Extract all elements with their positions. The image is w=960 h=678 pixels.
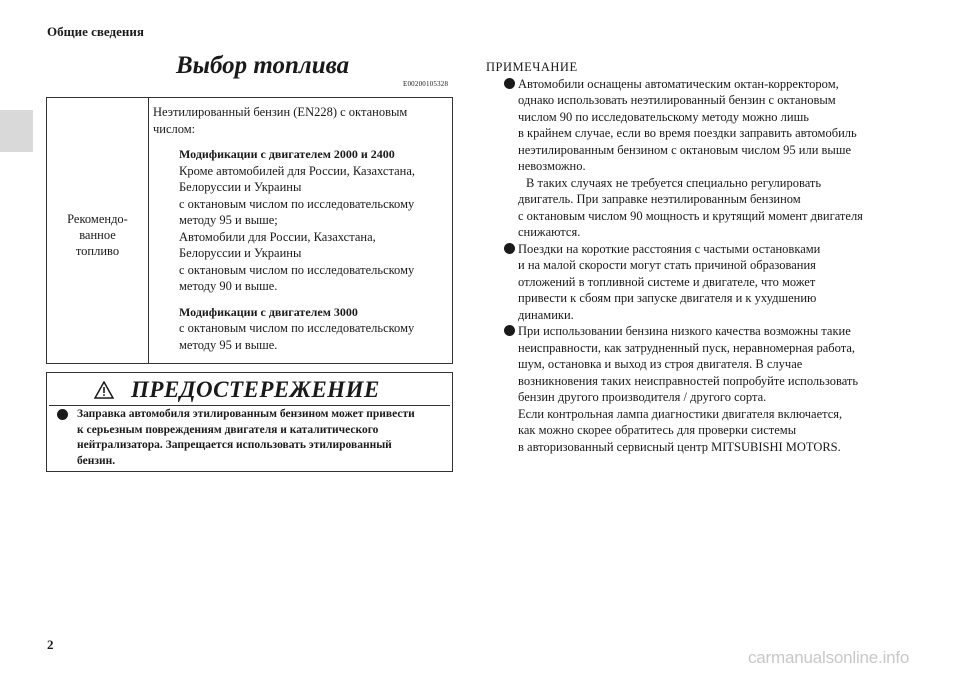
- note-line: Поездки на короткие расстояния с частыми остановками: [518, 241, 821, 256]
- note-line: двигатель. При заправке неэтилированным бензином: [518, 192, 801, 206]
- block-line: методу 90 и выше.: [179, 279, 278, 293]
- block-line: Белоруссии и Украины: [179, 180, 302, 194]
- block-line: методу 95 и выше;: [179, 213, 278, 227]
- note-line: числом 90 по исследовательскому методу можно лишь: [518, 109, 809, 124]
- note-line: привести к сбоям при запуске двигателя и к ухудшению: [518, 291, 817, 305]
- block-heading: Модификации с двигателем 3000: [179, 304, 358, 319]
- label-line: Рекомендо-: [67, 212, 128, 226]
- note-line: и на малой скорости могут стать причиной образования: [518, 258, 816, 272]
- label-line: ванное: [79, 228, 116, 242]
- note-line: в крайнем случае, если во время поездки заправить автомобиль: [518, 126, 857, 140]
- warning-line: бензин.: [77, 454, 116, 467]
- engine-block-2000-2400: [179, 146, 449, 295]
- block-heading: Модификации с двигателем 2000 и 2400: [179, 147, 395, 161]
- page-title: Выбор топлива: [176, 52, 350, 79]
- warning-box: [46, 372, 453, 472]
- watermark: carmanualsonline.info: [748, 648, 910, 667]
- intro-line: Неэтилированный бензин (EN228) с октановым: [153, 105, 408, 119]
- bullet-icon: [504, 325, 515, 336]
- engine-block-3000: [179, 304, 449, 354]
- warning-line: к серьезным повреждениям двигателя и каталитического: [77, 423, 379, 436]
- note-label: ПРИМЕЧАНИЕ: [486, 60, 578, 74]
- warning-title: ПРЕДОСТЕРЕЖЕНИЕ: [131, 377, 380, 402]
- note-line: бензин другого производителя / другого сорта.: [518, 390, 767, 404]
- warning-line: Заправка автомобиля этилированным бензином может привести: [77, 408, 415, 420]
- bullet-icon: [504, 243, 515, 254]
- note-line: возникновения таких неисправностей попробуйте использовать: [518, 373, 859, 388]
- note-line: В таких случаях не требуется специально регулировать: [526, 175, 822, 190]
- page-number: 2: [47, 637, 54, 652]
- warning-body: [55, 407, 446, 469]
- note-line: динамики.: [518, 307, 574, 322]
- page-code: E00200105328: [403, 80, 449, 88]
- note-line: отложений в топливной системе и двигателе, что может: [518, 274, 816, 289]
- note-item: [486, 241, 906, 324]
- note-subparagraph: [518, 175, 906, 192]
- note-line: снижаются.: [518, 225, 581, 239]
- bullet-icon: [504, 78, 515, 89]
- block-line: методу 95 и выше.: [179, 337, 278, 352]
- note-line: шум, остановка и выход из строя двигателя. В случае: [518, 357, 803, 371]
- note-line: Автомобили оснащены автоматическим октан-корректором,: [518, 76, 839, 91]
- block-line: Автомобили для России, Казахстана,: [179, 229, 376, 244]
- bullet-icon: [57, 409, 68, 420]
- note-line: однако использовать неэтилированный бензин с октановым: [518, 93, 836, 107]
- note-line: с октановым числом 90 мощность и крутящий момент двигателя: [518, 208, 863, 223]
- note-line: При использовании бензина низкого качества возможны такие: [518, 324, 851, 338]
- block-line: с октановым числом по исследовательскому: [179, 262, 415, 277]
- warning-triangle-icon: [94, 381, 114, 399]
- block-line: Кроме автомобилей для России, Казахстана,: [179, 163, 416, 178]
- warning-item: [55, 407, 446, 469]
- note-line: как можно скорее обратитесь для проверки системы: [518, 423, 797, 437]
- warning-line: нейтрализатора. Запрещается использовать этилированный: [77, 439, 392, 451]
- recommended-fuel-label: [47, 211, 148, 259]
- note-line: неэтилированным бензином с октановым числом 95 или выше: [518, 142, 851, 157]
- note-item: [486, 76, 906, 241]
- warning-header: [49, 375, 450, 406]
- note-line: Если контрольная лампа диагностики двигателя включается,: [518, 406, 843, 421]
- note-line: невозможно.: [518, 159, 586, 173]
- note-item: [486, 323, 906, 455]
- section-header: Общие сведения: [47, 24, 144, 39]
- note-section: [486, 59, 906, 455]
- label-line: топливо: [75, 244, 120, 258]
- intro-line: числом:: [153, 121, 196, 136]
- block-line: с октановым числом по исследовательскому: [179, 196, 415, 211]
- block-line: Белоруссии и Украины: [179, 246, 302, 260]
- table-left-column: [47, 98, 149, 363]
- fuel-table: [46, 97, 453, 364]
- note-line: в авторизованный сервисный центр MITSUBISHI MOTORS.: [518, 439, 841, 454]
- note-line: неисправности, как затрудненный пуск, неравномерная работа,: [518, 340, 856, 355]
- block-line: с октановым числом по исследовательскому: [179, 321, 415, 335]
- side-tab-marker: [0, 110, 33, 152]
- table-right-column: [153, 104, 449, 353]
